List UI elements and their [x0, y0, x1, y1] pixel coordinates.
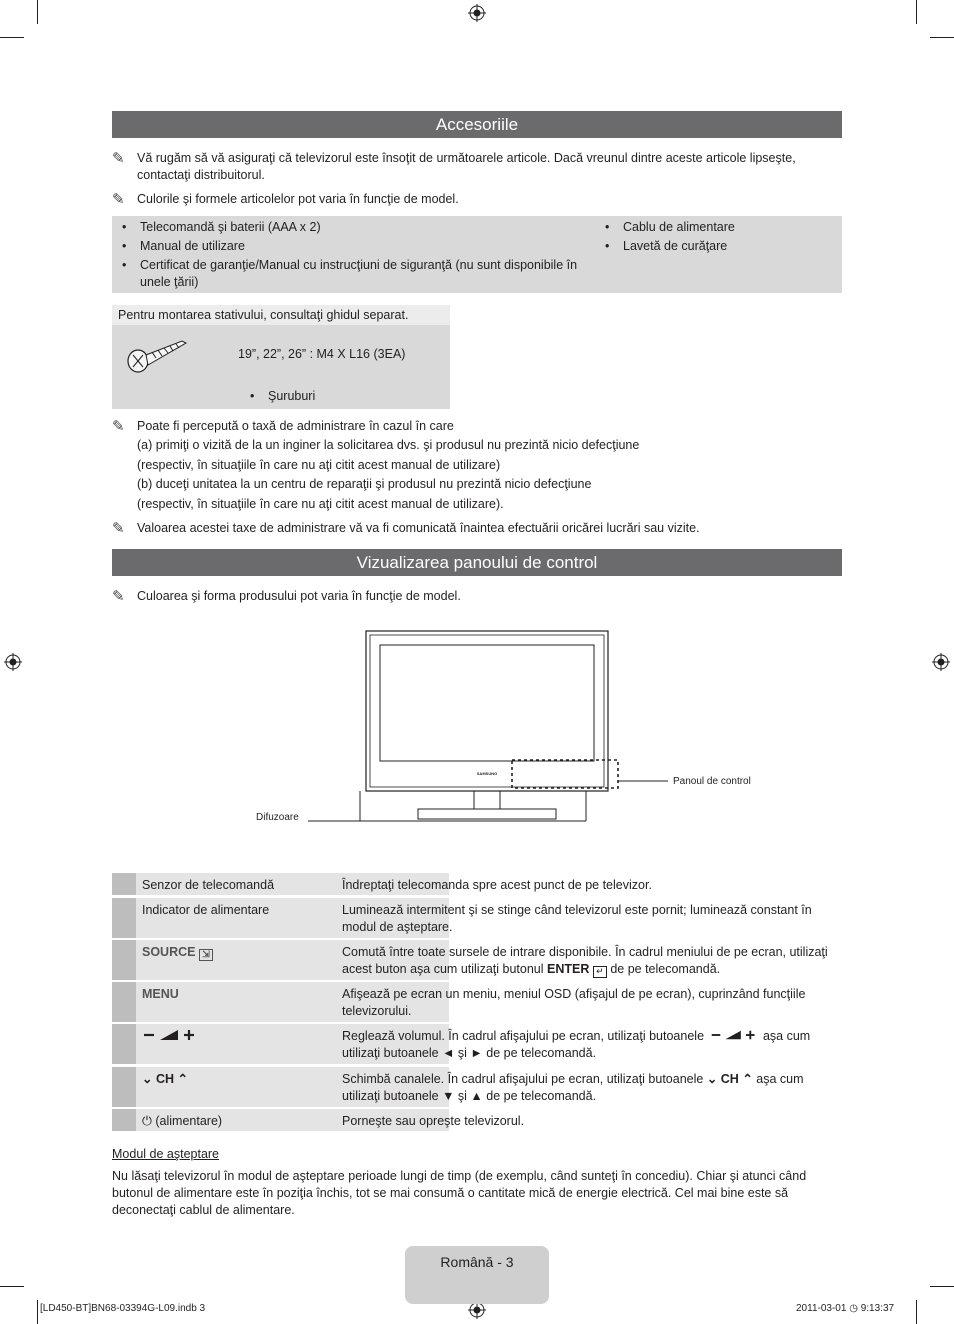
fee-case-a: (a) primiţi o vizită de la un inginer la solicitarea dvs. şi produsul nu prezintă nicio defecţiune: [137, 438, 640, 452]
chevron-up-icon: ⌃: [742, 1072, 753, 1086]
page-number-tab: Română - 3: [405, 1246, 549, 1304]
chevron-down-icon: ⌄: [142, 1072, 153, 1086]
accessories-list: [112, 216, 842, 293]
list-item: • Certificat de garanţie/Manual cu instrucţiuni de siguranţă (nu sunt disponibile în unele ţării): [122, 258, 578, 289]
accessories-heading: Accesoriile: [112, 111, 842, 138]
fee-note-2: ✎ Valoarea acestei taxe de administrare vă va fi comunicată înaintea efectuării oricărei lucrări sau vizite.: [112, 520, 700, 537]
control-panel-heading: Vizualizarea panoului de control: [112, 549, 842, 576]
pencil-note-icon: ✎: [112, 191, 125, 208]
volume-icon: [708, 1029, 760, 1041]
list-item: • Manual de utilizare: [122, 239, 245, 253]
list-item: • Lavetă de curăţare: [605, 239, 728, 253]
list-item: • Şuruburi: [250, 389, 316, 403]
print-date: 2011-03-01 ◷ 9:13:37: [796, 1303, 895, 1314]
stand-note: Pentru montarea stativului, consultaţi ghidul separat.: [112, 305, 450, 325]
accessories-note: ✎ Vă rugăm să vă asiguraţi că televizorul este însoţit de următoarele articole. Dacă vreunul dintre aceste articole lipseşte, contactaţi distribuitorul.: [112, 150, 796, 182]
file-name: [LD450-BT]BN68-03394G-L09.indb 3: [40, 1303, 206, 1314]
table-row: Senzor de telecomandă Îndreptaţi telecomanda spre acest punct de pe televizor.: [112, 873, 842, 895]
screw-box: [112, 305, 450, 409]
table-row: Indicator de alimentare Luminează intermitent şi se stinge când televizorul este pornit; luminează constant în modul de aşteptare.: [112, 898, 842, 938]
screw-icon: [124, 333, 188, 375]
control-panel-label: Panoul de control: [673, 776, 751, 787]
speakers-label: Difuzoare: [256, 812, 299, 823]
source-icon: ⇲: [199, 949, 213, 961]
screw-spec: 19”, 22”, 26” : M4 X L16 (3EA): [238, 347, 406, 361]
fee-case-a-detail: (respectiv, în situaţiile în care nu aţi citit acest manual de utilizare): [137, 458, 501, 472]
pencil-note-icon: ✎: [112, 150, 125, 167]
table-row: ⌄ CH ⌃ Schimbă canalele. În cadrul afişajului pe ecran, utilizaţi butoanele ⌄ CH ⌃ aşa cum utilizaţi butoanele ▼ şi ▲ de pe telecomandă.: [112, 1067, 842, 1107]
list-item: • Cablu de alimentare: [605, 220, 735, 234]
enter-icon: ↵: [593, 966, 607, 978]
chevron-down-icon: ⌄: [706, 1072, 718, 1086]
fee-case-b: (b) duceţi unitatea la un centru de reparaţii şi produsul nu prezintă nicio defecţiune: [137, 477, 592, 491]
power-icon: ⏻: [142, 1114, 152, 1128]
table-row: SOURCE ⇲ Comută între toate sursele de intrare disponibile. În cadrul meniului de pe ecran, utilizaţi acest buton aşa cum utilizaţi butonul ENTER ↵ de pe telecomandă.: [112, 940, 842, 980]
chevron-up-icon: ⌃: [177, 1072, 188, 1086]
clock-icon: ◷: [849, 1303, 858, 1314]
registration-mark-icon: [4, 653, 22, 671]
fee-case-b-detail: (respectiv, în situaţiile în care nu aţi citit acest manual de utilizare).: [137, 497, 504, 511]
standby-text: Nu lăsaţi televizorul în modul de aşteptare perioade lungi de timp (de exemplu, când sunteţi în concediu). Chiar şi atunci când butonul de alimentare este în poziţia închis, tot se mai consumă o cantitate mică de energie electrică. Cel mai bine este să deconectaţi cablul de alimentare.: [112, 1169, 807, 1217]
registration-mark-icon: [932, 653, 950, 671]
pencil-note-icon: ✎: [112, 520, 125, 537]
table-row: ⏻ (alimentare) Porneşte sau opreşte televizorul.: [112, 1109, 842, 1131]
brand-logo: SAMSUNG: [476, 771, 498, 776]
tv-illustration: [250, 625, 770, 830]
pencil-note-icon: ✎: [112, 588, 125, 605]
registration-mark-icon: [468, 4, 486, 22]
pencil-note-icon: ✎: [112, 418, 125, 435]
table-row: Reglează volumul. În cadrul afişajului pe ecran, utilizaţi butoanele aşa cum utilizaţi butoanele ◄ şi ► de pe telecomandă.: [112, 1024, 842, 1064]
panel-note: ✎ Culoarea şi forma produsului pot varia în funcţie de model.: [112, 588, 461, 605]
standby-heading: Modul de aşteptare: [112, 1147, 220, 1161]
fee-note: ✎ Poate fi percepută o taxă de administrare în cazul în care: [112, 418, 454, 435]
volume-icon: [142, 1028, 198, 1047]
accessories-note: ✎ Culorile şi formele articolelor pot varia în funcţie de model.: [112, 191, 459, 208]
table-row: MENU Afişează pe ecran un meniu, meniul OSD (afişajul de pe ecran), cuprinzând funcţiile televizorului.: [112, 982, 842, 1022]
list-item: • Telecomandă şi baterii (AAA x 2): [122, 220, 321, 234]
